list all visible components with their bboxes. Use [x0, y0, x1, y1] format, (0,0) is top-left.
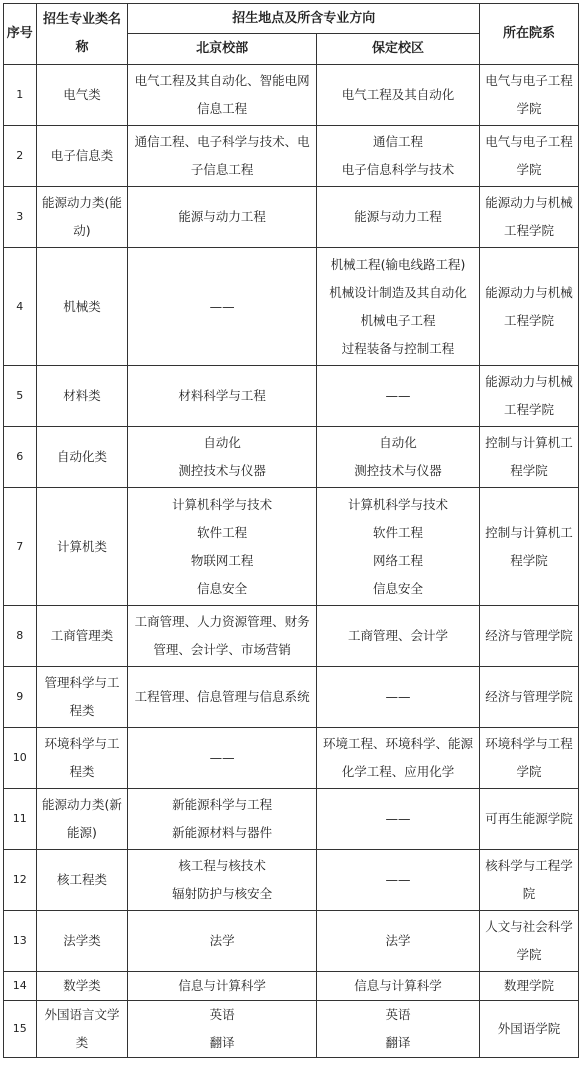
row-baoding-majors [316, 728, 479, 789]
major-item: 机械电子工程 [360, 312, 436, 328]
row-department: 电气与电子工程学院 [480, 126, 579, 187]
row-beijing-majors [128, 126, 317, 187]
row-number: 11 [4, 789, 37, 850]
table-row [4, 187, 579, 248]
row-beijing-majors [128, 606, 317, 667]
major-item: 英语 [385, 1007, 411, 1022]
major-item: 核工程与核技术 [178, 858, 266, 873]
row-category: 电气类 [36, 65, 128, 126]
row-department: 能源动力与机械工程学院 [480, 248, 579, 366]
row-number: 12 [4, 850, 37, 911]
row-department: 能源动力与机械工程学院 [480, 187, 579, 248]
header-beijing: 北京校部 [128, 34, 317, 65]
row-number: 9 [4, 667, 37, 728]
major-item: 能源与动力工程 [354, 209, 442, 224]
table-row [4, 126, 579, 187]
table-row [4, 1001, 579, 1058]
major-item: 新能源科学与工程 [172, 797, 273, 812]
row-baoding-majors [316, 488, 479, 606]
major-item: 机械工程(输电线路工程) [330, 256, 466, 272]
major-item: 辐射防护与核安全 [172, 886, 273, 901]
table-row [4, 789, 579, 850]
row-category: 材料类 [36, 366, 128, 427]
row-beijing-majors [128, 850, 317, 911]
row-department: 人文与社会科学学院 [480, 911, 579, 972]
major-item: 信息安全 [373, 580, 424, 596]
major-item: 工商管理、会计学 [348, 628, 449, 643]
row-category: 核工程类 [36, 850, 128, 911]
admission-majors-table [3, 3, 579, 1058]
row-baoding-majors [316, 65, 479, 126]
row-baoding-majors [316, 972, 479, 1001]
major-item: —— [385, 689, 411, 704]
major-item: 信息与计算科学 [178, 978, 266, 993]
row-beijing-majors [128, 65, 317, 126]
major-item: —— [209, 750, 235, 765]
major-item: 英语 [209, 1007, 235, 1022]
row-beijing-majors [128, 187, 317, 248]
row-category: 环境科学与工程类 [36, 728, 128, 789]
major-item: 翻译 [209, 1035, 235, 1050]
major-item: 信息安全 [197, 580, 248, 596]
major-item: 网络工程 [373, 552, 424, 568]
major-item: 工商管理、人力资源管理、财务管理、会计学、市场营销 [134, 614, 310, 657]
row-number: 3 [4, 187, 37, 248]
row-number: 14 [4, 972, 37, 1001]
row-number: 8 [4, 606, 37, 667]
major-item: 过程装备与控制工程 [341, 340, 455, 356]
major-item: —— [385, 811, 411, 826]
row-category: 能源动力类(新能源) [36, 789, 128, 850]
row-beijing-majors [128, 972, 317, 1001]
row-baoding-majors [316, 126, 479, 187]
major-item: 电气工程及其自动化、智能电网信息工程 [134, 73, 310, 116]
major-item: 自动化 [379, 435, 417, 450]
row-beijing-majors [128, 1001, 317, 1058]
table-row [4, 972, 579, 1001]
row-department: 可再生能源学院 [480, 789, 579, 850]
major-item: 物联网工程 [190, 552, 254, 568]
table-row [4, 248, 579, 366]
row-department: 电气与电子工程学院 [480, 65, 579, 126]
row-number: 15 [4, 1001, 37, 1058]
major-item: —— [209, 298, 235, 314]
row-baoding-majors [316, 911, 479, 972]
row-department: 核科学与工程学院 [480, 850, 579, 911]
row-department: 经济与管理学院 [480, 667, 579, 728]
row-department: 经济与管理学院 [480, 606, 579, 667]
major-item: 计算机科学与技术 [348, 496, 449, 512]
row-baoding-majors [316, 1001, 479, 1058]
major-item: 信息与计算科学 [354, 978, 442, 993]
header-department: 所在院系 [480, 4, 579, 65]
row-category: 数学类 [36, 972, 128, 1001]
row-number: 4 [4, 248, 37, 366]
major-item: 机械设计制造及其自动化 [329, 284, 467, 300]
row-baoding-majors [316, 427, 479, 488]
major-item: 计算机科学与技术 [172, 496, 273, 512]
row-department: 控制与计算机工程学院 [480, 488, 579, 606]
header-location-group: 招生地点及所含专业方向 [128, 4, 480, 34]
row-baoding-majors [316, 850, 479, 911]
major-item: 翻译 [385, 1035, 411, 1050]
major-item: 软件工程 [373, 524, 424, 540]
major-item: 测控技术与仪器 [354, 463, 442, 478]
major-item: 通信工程 [373, 134, 424, 149]
row-number: 2 [4, 126, 37, 187]
major-item: 工程管理、信息管理与信息系统 [134, 689, 310, 704]
header-category: 招生专业类名称 [36, 4, 128, 65]
table-row [4, 488, 579, 606]
major-item: 软件工程 [197, 524, 248, 540]
row-beijing-majors [128, 248, 317, 366]
row-beijing-majors [128, 366, 317, 427]
row-number: 6 [4, 427, 37, 488]
row-category: 自动化类 [36, 427, 128, 488]
row-number: 7 [4, 488, 37, 606]
row-category: 工商管理类 [36, 606, 128, 667]
major-item: 通信工程、电子科学与技术、电子信息工程 [134, 134, 310, 177]
row-beijing-majors [128, 667, 317, 728]
major-item: 环境工程、环境科学、能源化学工程、应用化学 [323, 736, 474, 779]
row-baoding-majors [316, 606, 479, 667]
row-number: 1 [4, 65, 37, 126]
major-item: 法学 [209, 933, 235, 948]
header-no: 序号 [4, 4, 37, 65]
header-baoding: 保定校区 [316, 34, 479, 65]
row-category: 机械类 [36, 248, 128, 366]
table-row [4, 667, 579, 728]
row-category: 计算机类 [36, 488, 128, 606]
row-beijing-majors [128, 728, 317, 789]
row-beijing-majors [128, 911, 317, 972]
row-department: 控制与计算机工程学院 [480, 427, 579, 488]
table-row [4, 911, 579, 972]
row-baoding-majors [316, 366, 479, 427]
major-item: 新能源材料与器件 [172, 825, 273, 840]
row-beijing-majors [128, 427, 317, 488]
row-number: 10 [4, 728, 37, 789]
table-body [4, 65, 579, 1058]
row-baoding-majors [316, 187, 479, 248]
major-item: 测控技术与仪器 [178, 463, 266, 478]
table-row [4, 65, 579, 126]
row-beijing-majors [128, 488, 317, 606]
row-baoding-majors [316, 667, 479, 728]
major-item: 电气工程及其自动化 [341, 87, 455, 102]
row-beijing-majors [128, 789, 317, 850]
row-department: 环境科学与工程学院 [480, 728, 579, 789]
major-item: —— [385, 388, 411, 403]
row-department: 数理学院 [480, 972, 579, 1001]
major-item: —— [385, 872, 411, 887]
major-item: 法学 [385, 933, 411, 948]
row-department: 外国语学院 [480, 1001, 579, 1058]
major-item: 自动化 [203, 435, 241, 450]
major-item: 能源与动力工程 [178, 209, 266, 224]
table-row [4, 366, 579, 427]
row-department: 能源动力与机械工程学院 [480, 366, 579, 427]
table-row [4, 427, 579, 488]
row-baoding-majors [316, 789, 479, 850]
major-item: 电子信息科学与技术 [341, 162, 455, 177]
table-row [4, 728, 579, 789]
row-number: 13 [4, 911, 37, 972]
row-category: 能源动力类(能动) [36, 187, 128, 248]
row-category: 管理科学与工程类 [36, 667, 128, 728]
row-number: 5 [4, 366, 37, 427]
table-row [4, 606, 579, 667]
row-category: 电子信息类 [36, 126, 128, 187]
table-row [4, 850, 579, 911]
row-category: 外国语言文学类 [36, 1001, 128, 1058]
major-item: 材料科学与工程 [178, 388, 266, 403]
row-baoding-majors [316, 248, 479, 366]
row-category: 法学类 [36, 911, 128, 972]
